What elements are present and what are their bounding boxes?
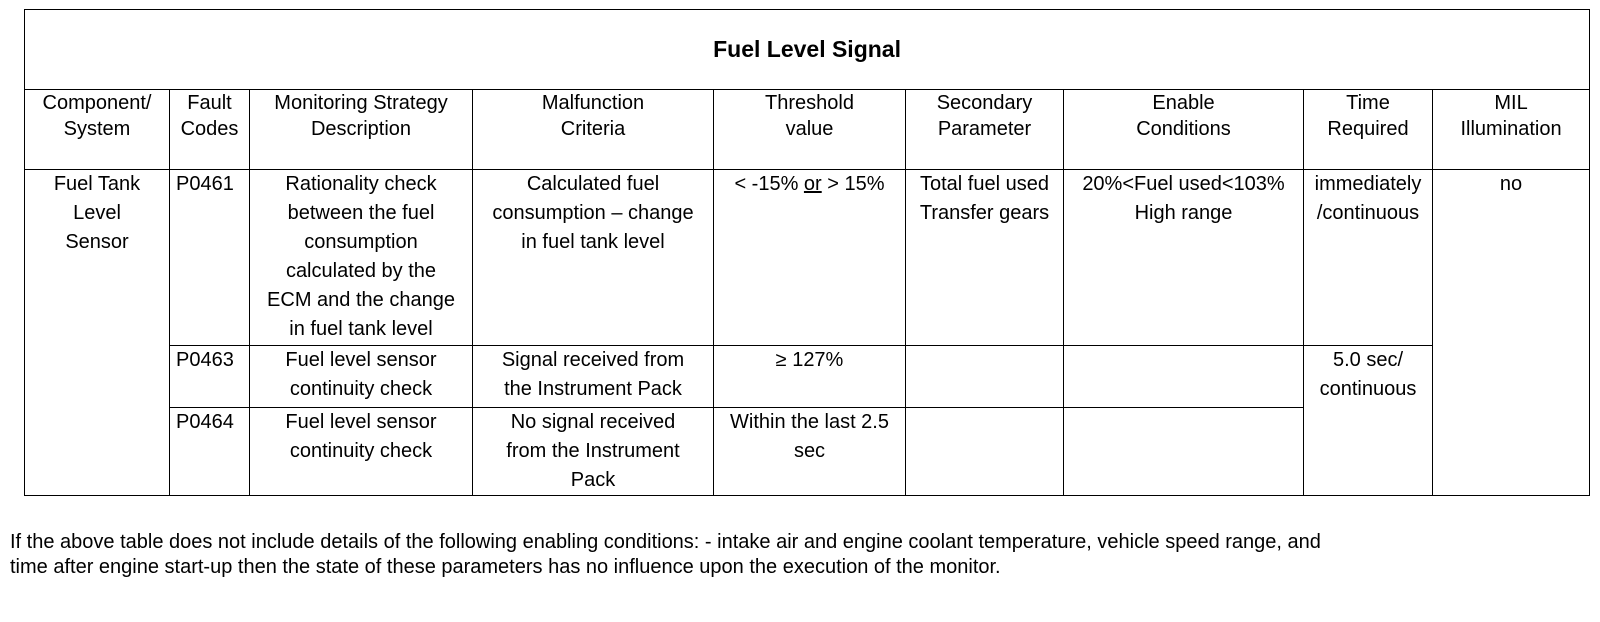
malfunction-criteria: Calculated fuel consumption – change in fuel tank level xyxy=(473,170,714,346)
table-row xyxy=(25,346,1590,408)
malfunction-criteria: Signal received from the Instrument Pack xyxy=(473,346,714,408)
fault-code: P0464 xyxy=(170,408,250,496)
fault-code: P0463 xyxy=(170,346,250,408)
header-row xyxy=(25,90,1590,170)
secondary-parameter xyxy=(906,346,1064,408)
fuel-level-signal-table xyxy=(24,9,1590,496)
threshold-or: or xyxy=(803,173,822,195)
monitoring-description: Fuel level sensor continuity check xyxy=(250,408,473,496)
enable-conditions xyxy=(1064,408,1304,496)
threshold-value: ≥ 127% xyxy=(714,346,906,408)
header-time-required: Time Required xyxy=(1304,90,1433,170)
monitoring-description: Fuel level sensor continuity check xyxy=(250,346,473,408)
mil-illumination: no xyxy=(1433,170,1590,496)
header-malfunction-criteria: Malfunction Criteria xyxy=(473,90,714,170)
threshold-value: Within the last 2.5 sec xyxy=(714,408,906,496)
threshold-upper: > 15% xyxy=(821,173,885,195)
component-name: Fuel Tank Level Sensor xyxy=(25,170,170,496)
monitoring-description: Rationality check between the fuel consumption calculated by the ECM and the change in fuel tank level xyxy=(250,170,473,346)
time-required: 5.0 sec/ continuous xyxy=(1304,346,1433,496)
enable-conditions xyxy=(1064,346,1304,408)
time-required: immediately /continuous xyxy=(1304,170,1433,346)
secondary-parameter: Total fuel used Transfer gears xyxy=(906,170,1064,346)
secondary-parameter xyxy=(906,408,1064,496)
threshold-lower: < -15% xyxy=(734,173,804,195)
document-page xyxy=(24,9,1589,496)
header-threshold-value: Threshold value xyxy=(714,90,906,170)
header-fault-codes: Fault Codes xyxy=(170,90,250,170)
header-monitoring-strategy: Monitoring Strategy Description xyxy=(250,90,473,170)
header-mil-illumination: MIL Illumination xyxy=(1433,90,1590,170)
table-title: Fuel Level Signal xyxy=(25,10,1590,90)
footnote: If the above table does not include details of the following enabling conditions: - intake air and engine coolant temperature, vehicle speed range, and time after engine start-up then the state of these parameters has no influence upon the execution of the monitor. xyxy=(10,531,1321,578)
header-component: Component/ System xyxy=(25,90,170,170)
header-secondary-parameter: Secondary Parameter xyxy=(906,90,1064,170)
malfunction-criteria: No signal received from the Instrument Pack xyxy=(473,408,714,496)
fault-code: P0461 xyxy=(170,170,250,346)
threshold-value xyxy=(714,170,906,346)
table-row xyxy=(25,170,1590,346)
header-enable-conditions: Enable Conditions xyxy=(1064,90,1304,170)
enable-conditions: 20%<Fuel used<103% High range xyxy=(1064,170,1304,346)
